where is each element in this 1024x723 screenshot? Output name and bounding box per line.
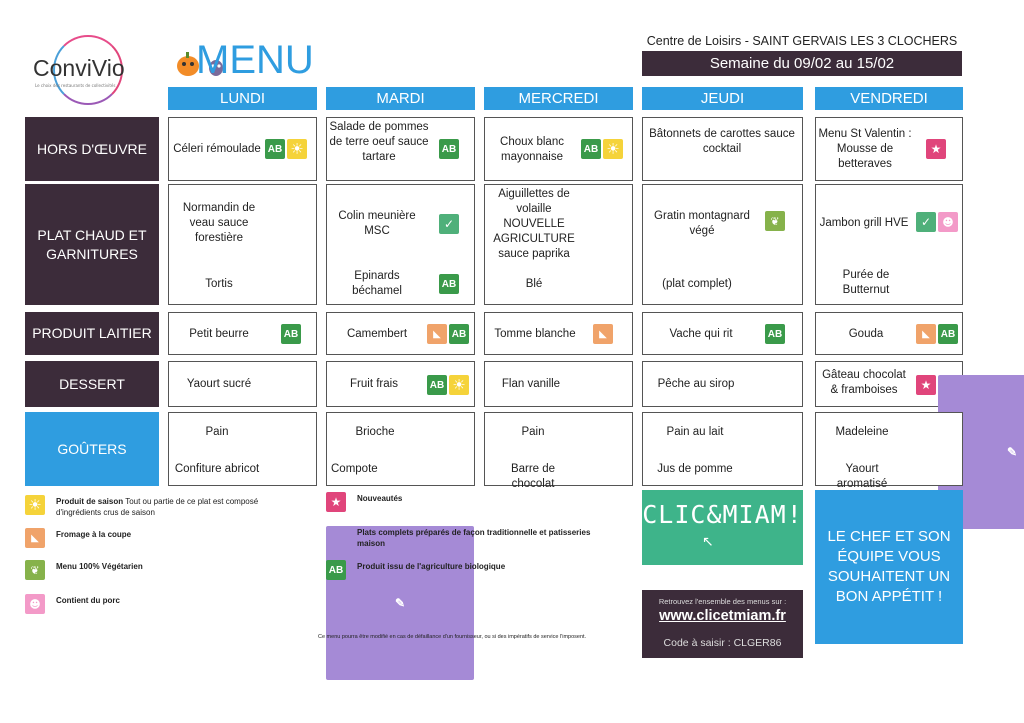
legend-bio: Produit issu de l'agriculture biologique: [357, 562, 506, 571]
dish-text: Camembert: [346, 328, 408, 340]
cell-dessert-mardi: [326, 361, 475, 407]
legend-pork-icon: ☻: [25, 594, 45, 614]
dish-text: Vache qui rit: [669, 328, 733, 340]
dish-text: Gouda: [848, 328, 884, 340]
day-header-mardi: MARDI: [326, 87, 475, 110]
cheese-cut-icon: ◣: [427, 324, 447, 344]
dish-main-text: Normandin de veau sauce forestière: [182, 202, 256, 244]
pork-icon: ☻: [938, 212, 958, 232]
dish-text: Choux blanc mayonnaise: [500, 136, 564, 163]
menu-word: MENU: [196, 38, 314, 82]
dish-text: Tomme blanche: [494, 328, 576, 340]
bio-icon: AB: [765, 324, 785, 344]
disclaimer: Ce menu pourra être modifié en cas de défaillance d'un fournisseur, ou si des impératifs de service l'imposent.: [318, 634, 587, 640]
week-banner: Semaine du 09/02 au 15/02: [642, 51, 962, 76]
vegetarian-icon: ❦: [765, 211, 785, 231]
legend-bio-icon: AB: [326, 560, 346, 580]
gouter-text-2: Jus de pomme: [657, 463, 733, 475]
dish-side-text: Purée de Butternut: [842, 269, 890, 296]
row-label-hors-oeuvre: HORS D'ŒUVRE: [25, 117, 159, 181]
day-header-jeudi: JEUDI: [642, 87, 803, 110]
legend-vegetarien: Menu 100% Végétarien: [56, 562, 143, 571]
gouter-text-2: Barre de chocolat: [510, 463, 556, 490]
gouter-text-1: Madeleine: [835, 426, 889, 438]
centre-title: Centre de Loisirs - SAINT GERVAIS LES 3 CLOCHERS: [646, 34, 958, 48]
day-header-mercredi: MERCREDI: [484, 87, 633, 110]
cell-hors-oeuvre-mardi: [326, 117, 475, 181]
legend-saison-title: Produit de saison: [56, 497, 124, 506]
dish-side-text: Blé: [525, 278, 543, 290]
bio-icon: AB: [439, 139, 459, 159]
gouter-text-2: Compote: [331, 463, 378, 475]
cell-laitier-vendredi: [815, 312, 963, 355]
dish-text: Flan vanille: [501, 378, 561, 390]
legend-cheese-icon: ◣: [25, 528, 45, 548]
menu-title: [176, 38, 316, 82]
dish-text: Petit beurre: [189, 328, 249, 340]
legend-vegetarian-icon: ❦: [25, 560, 45, 580]
cell-plat-jeudi: [642, 184, 803, 305]
cell-gouter-lundi: [168, 412, 317, 486]
website-promo: [642, 590, 803, 658]
legend-star-icon: ★: [326, 492, 346, 512]
bio-icon: AB: [449, 324, 469, 344]
dish-text: Gâteau chocolat & framboises: [822, 369, 906, 396]
msc-check-icon: ✓: [439, 214, 459, 234]
legend-porc: Contient du porc: [56, 596, 120, 605]
legend-nouveautes: Nouveautés: [357, 494, 403, 503]
dish-text: Bâtonnets de carottes sauce cocktail: [649, 128, 795, 155]
convivio-logo: [25, 33, 155, 103]
legend-fromage: Fromage à la coupe: [56, 530, 132, 539]
dish-main-text: Jambon grill HVE: [819, 217, 909, 229]
cell-dessert-mercredi: [484, 361, 633, 407]
logo-tagline: Le choix des restaurants de collectivités: [35, 83, 116, 88]
dish-side-text: Epinards béchamel: [352, 270, 402, 297]
website-link[interactable]: www.clicetmiam.fr: [659, 608, 786, 624]
dish-side-text: (plat complet): [662, 278, 732, 290]
bio-icon: AB: [439, 274, 459, 294]
dish-side-text: Tortis: [205, 278, 233, 290]
dish-text: Céleri rémoulade: [173, 143, 261, 155]
legend-sun-icon: ☀: [25, 495, 45, 515]
cell-plat-vendredi: [815, 184, 963, 305]
dish-main-text: Aiguillettes de volaille NOUVELLE AGRICULTURE sauce paprika: [493, 188, 575, 260]
bio-icon: AB: [281, 324, 301, 344]
day-header-lundi: LUNDI: [168, 87, 317, 110]
gouter-text-2: Confiture abricot: [174, 463, 260, 475]
cell-gouter-jeudi: [642, 412, 803, 486]
promo-code: Code à saisir : CLGER86: [663, 637, 782, 649]
star-new-icon: ★: [926, 139, 946, 159]
cell-gouter-mardi: [326, 412, 475, 486]
sun-icon: ☀: [287, 139, 307, 159]
sun-icon: ☀: [449, 375, 469, 395]
cell-hors-oeuvre-lundi: [168, 117, 317, 181]
cell-laitier-lundi: [168, 312, 317, 355]
sun-icon: ☀: [603, 139, 623, 159]
cell-laitier-mercredi: [484, 312, 633, 355]
cell-hors-oeuvre-jeudi: [642, 117, 803, 181]
cell-hors-oeuvre-vendredi: [815, 117, 963, 181]
cell-plat-lundi: [168, 184, 317, 305]
row-label-gouters: GOÛTERS: [25, 412, 159, 486]
legend-saison-text: Tout ou partie de ce plat est composé d'ingrédients crus de saison: [56, 497, 259, 517]
dish-text: Pêche au sirop: [657, 378, 735, 390]
dish-text: Yaourt sucré: [186, 378, 252, 390]
cursor-icon: ↖: [702, 534, 714, 550]
dish-text: Menu St Valentin : Mousse de betteraves: [818, 128, 912, 170]
homemade-icon: ✎: [938, 375, 1024, 529]
cell-hors-oeuvre-mercredi: [484, 117, 633, 181]
promo-intro: Retrouvez l'ensemble des menus sur :: [658, 597, 787, 606]
cell-plat-mardi: [326, 184, 475, 305]
bio-icon: AB: [581, 139, 601, 159]
bio-icon: AB: [427, 375, 447, 395]
clic-miam-banner[interactable]: [642, 490, 803, 565]
gouter-text-1: Pain: [521, 426, 545, 438]
clic-miam-logo-text: CLIC&MIAM!: [642, 500, 803, 529]
cheese-cut-icon: ◣: [593, 324, 613, 344]
cell-gouter-vendredi: [815, 412, 963, 490]
dish-text: Fruit frais: [350, 378, 398, 390]
star-new-icon: ★: [916, 375, 936, 395]
cheese-cut-icon: ◣: [916, 324, 936, 344]
gouter-text-1: Brioche: [355, 426, 395, 438]
legend-plats-complets: Plats complets préparés de façon traditionnelle et patisseries maison: [357, 528, 591, 548]
row-label-plat: PLAT CHAUD ET GARNITURES: [25, 184, 159, 305]
dish-main-text: Gratin montagnard végé: [654, 210, 750, 237]
cell-dessert-jeudi: [642, 361, 803, 407]
row-label-laitier: PRODUIT LAITIER: [25, 312, 159, 355]
cell-dessert-lundi: [168, 361, 317, 407]
logo-text: ConviVio: [33, 55, 125, 81]
day-header-vendredi: VENDREDI: [815, 87, 963, 110]
cell-laitier-mardi: [326, 312, 475, 355]
bio-icon: AB: [938, 324, 958, 344]
dish-text: Salade de pommes de terre oeuf sauce tartare: [329, 121, 429, 163]
chef-message: LE CHEF ET SON ÉQUIPE VOUS SOUHAITENT UN BON APPÉTIT !: [815, 490, 963, 644]
dish-main-text: Colin meunière MSC: [338, 210, 416, 237]
gouter-text-1: Pain: [205, 426, 229, 438]
row-label-dessert: DESSERT: [25, 361, 159, 407]
hve-check-icon: ✓: [916, 212, 936, 232]
gouter-text-1: Pain au lait: [666, 426, 724, 438]
cell-plat-mercredi: [484, 184, 633, 305]
legend-homemade-icon: ✎: [326, 526, 474, 680]
legend-saison: [56, 497, 288, 519]
gouter-text-2: Yaourt aromatisé: [836, 463, 888, 490]
bio-icon: AB: [265, 139, 285, 159]
cell-gouter-mercredi: [484, 412, 633, 490]
cell-laitier-jeudi: [642, 312, 803, 355]
